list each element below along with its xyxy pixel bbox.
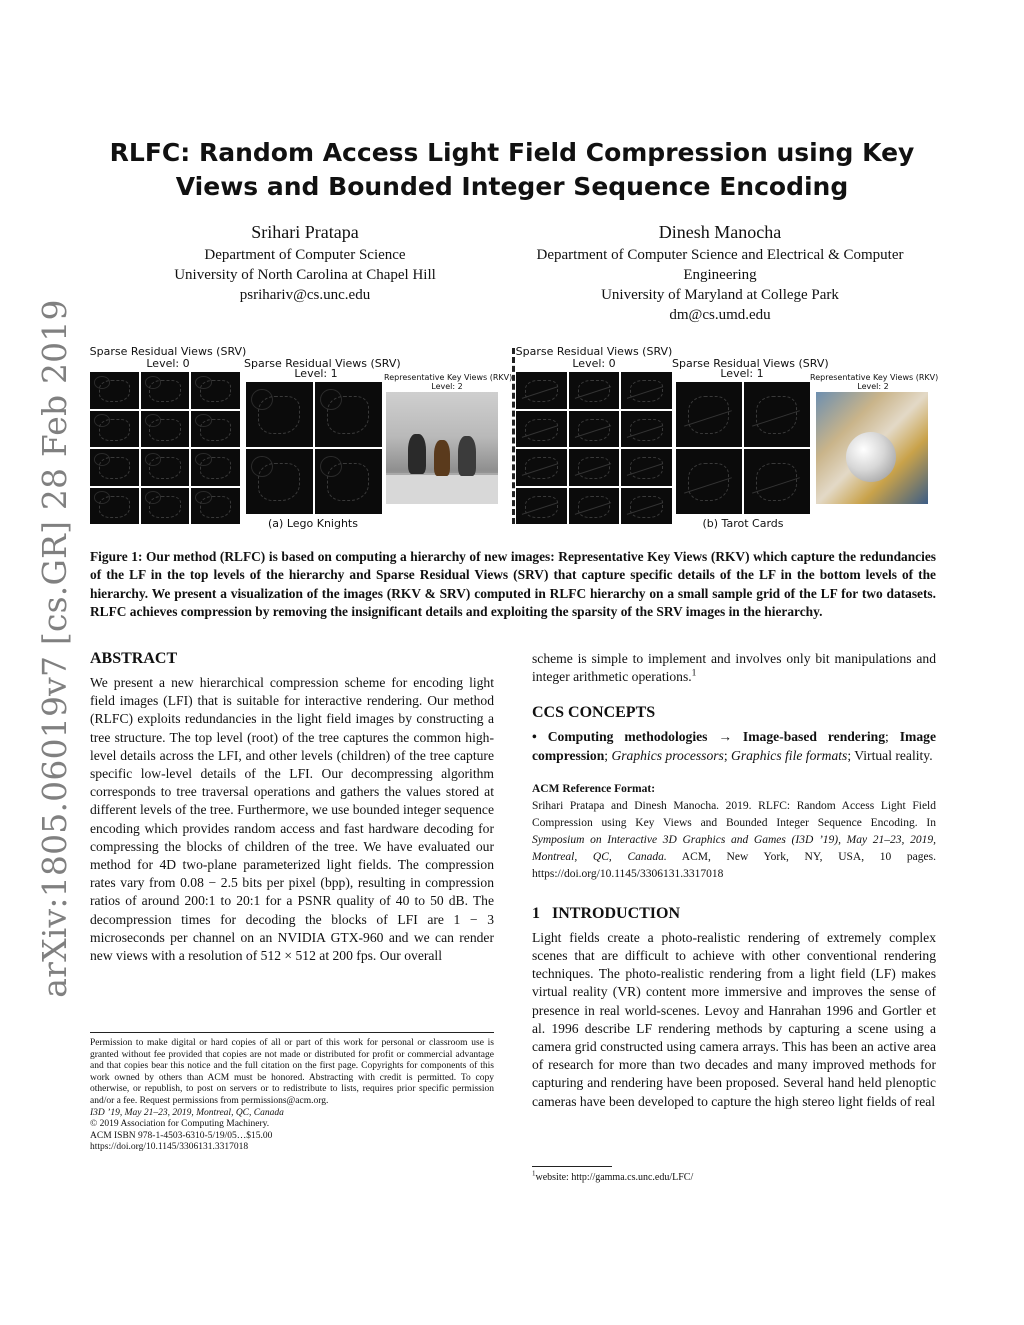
ccs-item-1: Computing methodologies → Image-based rendering (547, 729, 886, 745)
srv-view (141, 488, 190, 525)
panel-divider (512, 348, 515, 524)
srv-level0-grid (516, 372, 672, 524)
srv-level0-level: Level: 0 (572, 357, 616, 370)
footnote-mark: 1 (532, 1169, 536, 1178)
srv-view (516, 488, 567, 525)
footnote-text: website: http://gamma.cs.unc.edu/LFC/ (535, 1172, 694, 1183)
copyright-line: © 2019 Association for Computing Machinery. (90, 1119, 270, 1130)
author-dept: Department of Computer Science (204, 247, 406, 263)
author-affiliation: University of North Carolina at Chapel Hill (174, 267, 436, 283)
srv-view (141, 449, 190, 486)
abstract-text: We present a new hierarchical compression scheme for encoding light field images (LFI) that is suitable for interactive rendering. Our method (RLFC) exploits redundancies in the light field images by constructing a tree structure. The top level (root) of the tree captures the common high-level details across the LFI, and other levels (children) of the tree capture specific low-level details of the LFI. Our decompressing algorithm corresponds to tree traversal operations and gathers the values stored at different levels of the tree. Furthermore, we use bounded integer sequence encoding which provides random access and fast hardware decoding for compressing the blocks of children of the tree. We have evaluated our method for 4D two-plane parameterized light fields. The compression rates vary from 0.08 − 2.5 bits per pixel (bpp), resulting in compression ratios of around 200:1 to 20:1 for a PSNR quality of 40 to 50 dB. The decompression times for decoding the blocks of LFI are 1 − 3 microseconds per channel on an NVIDIA GTX-960 and we can render new views with a resolution of 512 × 512 at 200 fps. Our overall (90, 675, 494, 964)
footnote (532, 1166, 936, 1184)
acm-reference-heading: ACM Reference Format: (532, 782, 656, 795)
srv-view (569, 449, 620, 486)
srv-level0-level: Level: 0 (146, 357, 190, 370)
srv-view (744, 449, 810, 514)
subcaption-b: (b) Tarot Cards (702, 517, 784, 530)
srv-view (744, 382, 810, 447)
lego-baseplate (386, 473, 498, 504)
srv-view (621, 372, 672, 409)
doi-line: https://doi.org/10.1145/3306131.3317018 (90, 1142, 249, 1153)
srv-view (315, 449, 382, 514)
subcaption-a: (a) Lego Knights (268, 517, 358, 530)
lego-knight (458, 436, 476, 476)
srv-level0-title: Sparse Residual Views (SRV) (515, 345, 673, 358)
author-email: dm@cs.umd.edu (669, 307, 771, 323)
srv-view (90, 449, 139, 486)
ccs-item-3: Graphics processors (611, 747, 724, 763)
ccs-heading: CCS CONCEPTS (532, 704, 656, 722)
figure-1 (88, 340, 940, 536)
section-title: INTRODUCTION (552, 904, 681, 922)
figure-caption: Figure 1: Our method (RLFC) is based on computing a hierarchy of new images: Representative Key Views (RKV) which capture the redundancies of the LF in the top levels of the hierarchy and Sparse Residual Views (SRV) that capture specific details of the LF in the bottom levels of the hierarchy. We present a visualization of the images (RKV & SRV) computed in RLFC hierarchy on a small sample grid of the LF for two datasets. RLFC achieves compression by removing the insignificant details and exploiting the sparsity of the SRV images in the hierarchy. (90, 549, 936, 620)
arxiv-id: arXiv:1805.06019v7 [cs.GR] 28 Feb 2019 (34, 298, 74, 998)
author-name: Dinesh Manocha (658, 222, 782, 242)
rkv-level: Level: 2 (431, 382, 463, 391)
author-block-1 (140, 220, 470, 305)
crystal-ball (846, 432, 896, 482)
srv-view (569, 372, 620, 409)
srv-view (569, 488, 620, 525)
author-affiliation: University of Maryland at College Park (601, 287, 839, 303)
footnote-rule (532, 1166, 612, 1167)
srv-view (516, 411, 567, 448)
srv-view (191, 411, 240, 448)
abstract-heading: ABSTRACT (90, 650, 178, 667)
rkv-title: Representative Key Views (RKV) (384, 373, 513, 382)
srv-level1-grid (676, 382, 810, 514)
rkv-title: Representative Key Views (RKV) (810, 373, 939, 382)
intro-heading (532, 903, 936, 925)
srv-view (676, 449, 742, 514)
srv-view (621, 449, 672, 486)
permission-block (90, 1032, 494, 1154)
author-email: psrihariv@cs.unc.edu (239, 287, 371, 303)
srv-view (621, 488, 672, 525)
srv-view (90, 488, 139, 525)
permission-text: Permission to make digital or hard copies of all or part of this work for personal or classroom use is granted without fee provided that copies are not made or distributed for profit or commercial advantage and that copies bear this notice and the full citation on the first page. Copyrights for components of this work owned by others than ACM must be honored. Abstracting with credit is permitted. To copy otherwise, or republish, to post on servers or to redistribute to lists, requires prior specific permission and/or a fee. Request permissions from permissions@acm.org. (90, 1038, 494, 1106)
ccs-end: . (929, 747, 933, 763)
ccs-concepts (532, 728, 936, 764)
srv-view (621, 411, 672, 448)
acm-ref-venue: Symposium on Interactive 3D Graphics and Games (I3D ’19), May 21–23, 2019, Montreal, QC, Canada. (532, 833, 936, 863)
right-column (532, 650, 936, 1111)
rkv-level: Level: 2 (857, 382, 889, 391)
ccs-sep: ; (885, 729, 900, 745)
srv-level1-title: Sparse Residual Views (SRV) (244, 357, 401, 370)
srv-view (516, 372, 567, 409)
srv-view (315, 382, 382, 447)
srv-level1-level: Level: 1 (720, 367, 764, 380)
srv-view (569, 411, 620, 448)
intro-text: Light fields create a photo-realistic rendering of extremely complex scenes that are difficult to achieve with other conventional rendering techniques. The photo-realistic rendering from a light field (LF) makes virtual reality (VR) content more immersive and improves the sense of presence in real world-scenes. Levoy and Hanrahan 1996 and Gortler et al. 1996 describe LF rendering methods by capturing a scene using a camera grid constructed using camera arrays. This has been an active area of research for more than two decades and many improved methods for capturing and rendering have been proposed. Several hand held plenoptic cameras have been developed to capture the high stereo light fields of real (532, 929, 936, 1109)
author-name: Srihari Pratapa (251, 222, 359, 242)
acm-ref-pre: Srihari Pratapa and Dinesh Manocha. 2019. RLFC: Random Access Light Field Compression using Key Views and Bounded Integer Sequence Encoding. In (532, 799, 936, 829)
srv-view (191, 372, 240, 409)
ccs-item-5: Virtual reality (854, 747, 930, 763)
srv-view (141, 411, 190, 448)
srv-level1-grid (246, 382, 382, 514)
section-number: 1 (532, 904, 540, 922)
lego-knight (408, 434, 426, 474)
footnote-ref: 1 (691, 668, 697, 679)
srv-level0-title: Sparse Residual Views (SRV) (89, 345, 247, 358)
rkv-image-tarot (816, 392, 928, 504)
srv-level0-grid (90, 372, 240, 524)
lego-knight (434, 440, 450, 476)
ccs-bullet: • (532, 729, 537, 745)
abstract-continued (532, 650, 936, 686)
left-column (90, 648, 494, 965)
ccs-sep: ; (604, 747, 612, 763)
paper-title: RLFC: Random Access Light Field Compression using Key Views and Bounded Integer Sequence Encoding (109, 138, 915, 201)
srv-view (191, 488, 240, 525)
acm-reference-text (532, 798, 936, 883)
ccs-item-4: Graphics file formats (731, 747, 848, 763)
srv-view (90, 411, 139, 448)
isbn-line: ACM ISBN 978-1-4503-6310-5/19/05…$15.00 (90, 1130, 273, 1141)
author-block-2 (530, 220, 910, 325)
ccs-sep: ; (723, 747, 732, 763)
srv-level1-title: Sparse Residual Views (SRV) (672, 357, 829, 370)
author-dept: Department of Computer Science and Electrical & Computer Engineering (536, 247, 904, 283)
srv-view (676, 382, 742, 447)
srv-view (246, 449, 313, 514)
rkv-image-lego (386, 392, 498, 504)
abstract-continued-text: scheme is simple to implement and involves only bit manipulations and integer arithmetic operations. (532, 651, 936, 685)
srv-view (90, 372, 139, 409)
srv-level1-level: Level: 1 (294, 367, 338, 380)
srv-view (516, 449, 567, 486)
srv-view (141, 372, 190, 409)
ccs-sep: ; (847, 747, 855, 763)
ccs-item-2: Image compression (532, 729, 936, 763)
acm-ref-post: ACM, New York, NY, USA, 10 pages. https://doi.org/10.1145/3306131.3317018 (532, 850, 936, 880)
srv-view (191, 449, 240, 486)
arxiv-stamp (30, 298, 78, 998)
acm-reference (532, 781, 936, 883)
srv-view (246, 382, 313, 447)
conference-venue: I3D ’19, May 21–23, 2019, Montreal, QC, Canada (90, 1107, 284, 1118)
